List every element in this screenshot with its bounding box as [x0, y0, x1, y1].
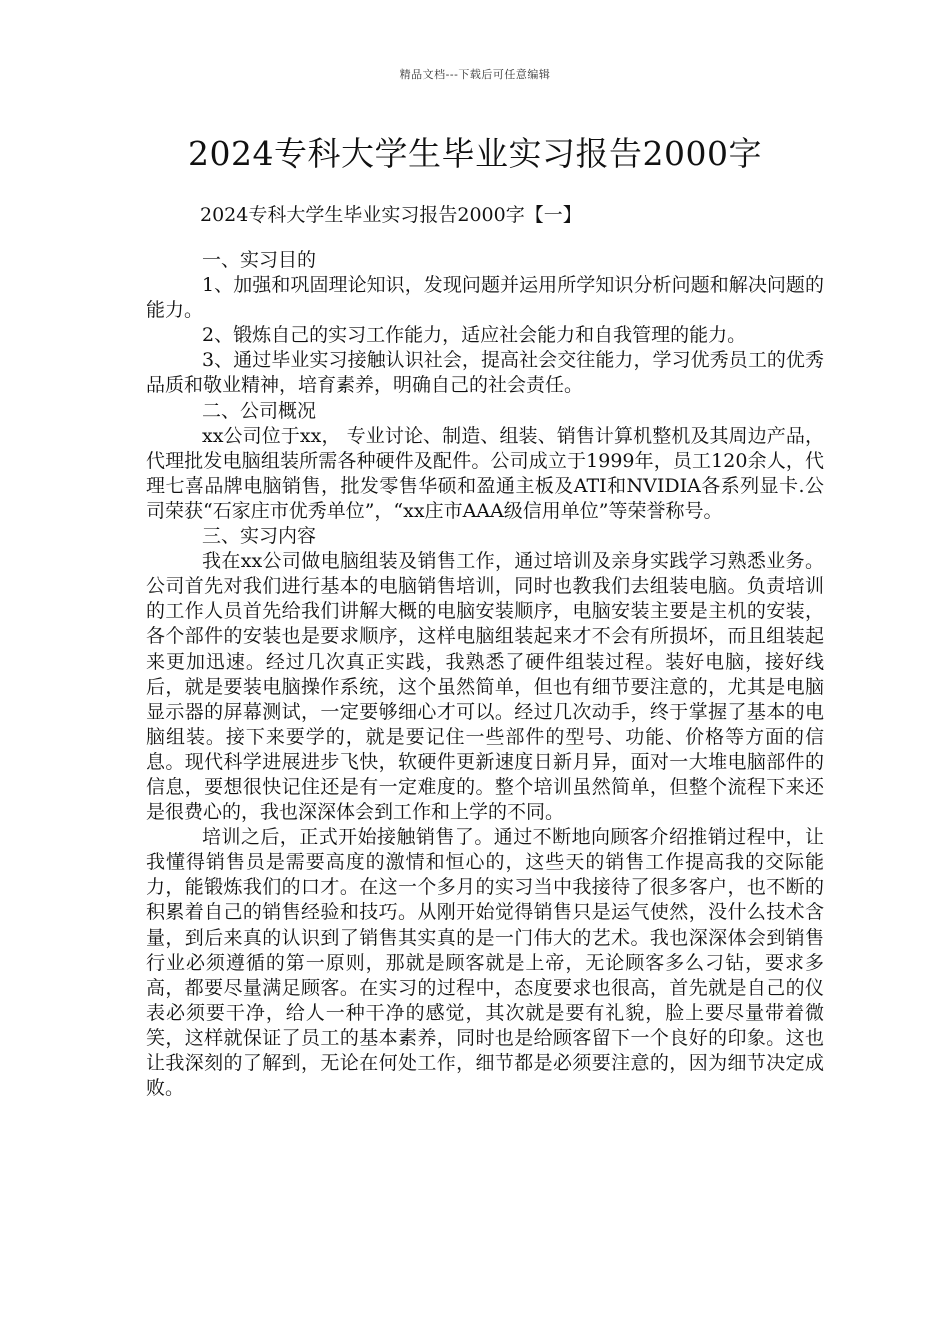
paragraph: 我在xx公司做电脑组装及销售工作，通过培训及亲身实践学习熟悉业务。公司首先对我们进行基本的电脑销售培训，同时也教我们去组装电脑。负责培训的工作人员首先给我们讲解大概的电脑安装顺序，电脑安装主要是主机的安装，各个部件的安装也是要求顺序，这样电脑组装起来才不会有所损坏，而且组装起来更加迅速。经过几次真正实践，我熟悉了硬件组装过程。装好电脑，接好线后，就是要装电脑操作系统，这个虽然简单，但也有细节要注意的，尤其是电脑显示器的屏幕测试，一定要够细心才可以。经过几次动手，终于掌握了基本的电脑组装。接下来要学的，就是要记住一些部件的型号、功能、价格等方面的信息。现代科学进展进步飞快，软硬件更新速度日新月异，面对一大堆电脑部件的信息，要想很快记住还是有一定难度的。整个培训虽然简单，但整个流程下来还是很费心的，我也深深体会到工作和上学的不同。	[146, 550, 824, 824]
section-heading: 三、实习内容	[202, 525, 317, 548]
section-heading: 一、实习目的	[202, 249, 317, 271]
section-heading: 二、公司概况	[202, 399, 317, 422]
paragraph: 3、通过毕业实习接触认识社会，提高社会交往能力，学习优秀员工的优秀品质和敬业精神，培育素养，明确自己的社会责任。	[146, 349, 824, 397]
document-body	[146, 248, 824, 1101]
paragraph: 1、加强和巩固理论知识，发现问题并运用所学知识分析问题和解决问题的能力。	[146, 274, 824, 322]
document-title: 2024专科大学生毕业实习报告2000字	[188, 134, 762, 173]
paragraph: 2、锻炼自己的实习工作能力，适应社会能力和自我管理的能力。	[202, 324, 747, 347]
header-note: 精品文档---下载后可任意编辑	[399, 68, 551, 81]
section-subtitle: 2024专科大学生毕业实习报告2000字【一】	[200, 204, 582, 226]
paragraph: 培训之后，正式开始接触销售了。通过不断地向顾客介绍推销过程中，让我懂得销售员是需要高度的激情和恒心的，这些天的销售工作提高我的交际能力，能锻炼我们的口才。在这一个多月的实习当中我接待了很多客户，也不断的积累着自己的销售经验和技巧。从刚开始觉得销售只是运气使然，没什么技术含量，到后来真的认识到了销售其实真的是一门伟大的艺术。我也深深体会到销售行业必须遵循的第一原则，那就是顾客就是上帝，无论顾客多么刁钻，要求多高，都要尽量满足顾客。在实习的过程中，态度要求也很高，首先就是自己的仪表必须要干净，给人一种干净的感觉，其次就是要有礼貌，脸上要尽量带着微笑，这样就保证了员工的基本素养，同时也是给顾客留下一个良好的印象。这也让我深刻的了解到，无论在何处工作，细节都是必须要注意的，因为细节决定成败。	[146, 826, 824, 1100]
paragraph: xx公司位于xx， 专业讨论、制造、组装、销售计算机整机及其周边产品，代理批发电脑组装所需各种硬件及配件。公司成立于1999年，员工120余人，代理七喜品牌电脑销售，批发零售华硕和盈通主板及ATI和NVIDIA各系列显卡.公司荣获“石家庄市优秀单位”，“xx庄市AAA级信用单位”等荣誉称号。	[146, 424, 824, 522]
